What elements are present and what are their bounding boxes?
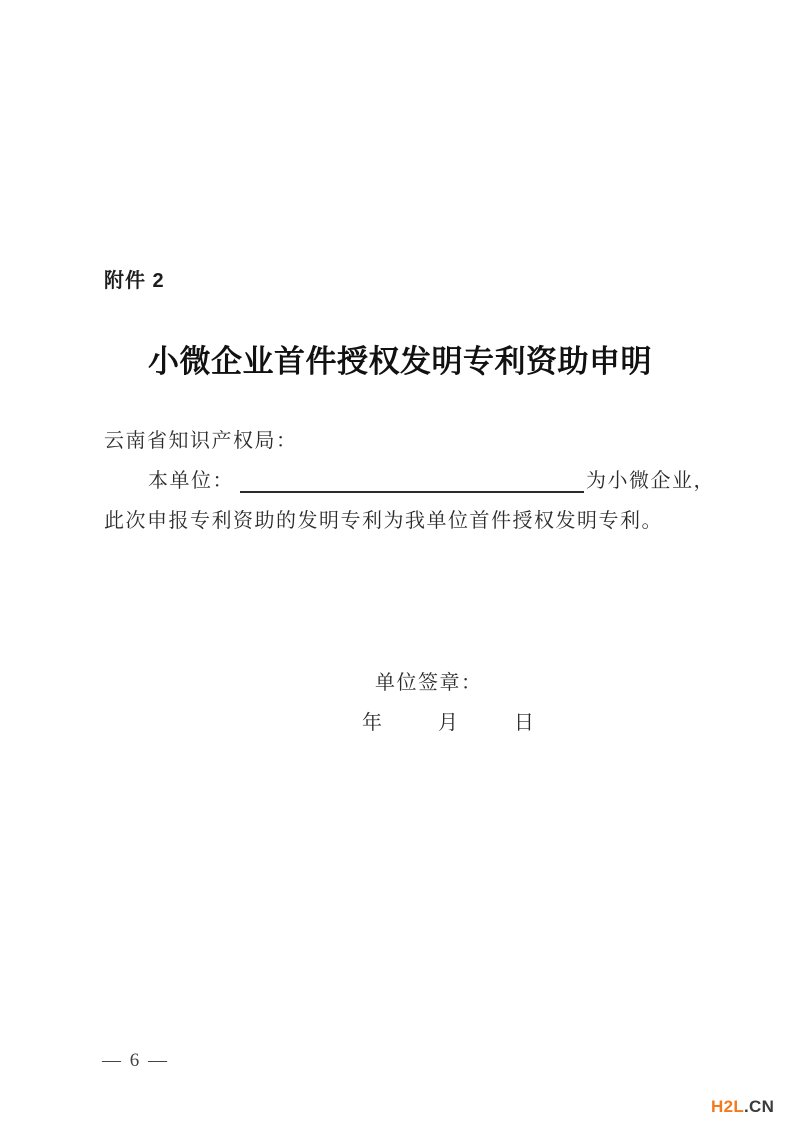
date-year-label: 年 xyxy=(362,712,382,734)
unit-label: 本单位： xyxy=(148,470,234,492)
declaration-suffix: 为小微企业， xyxy=(586,470,715,492)
date-month-label: 月 xyxy=(438,712,458,734)
watermark-primary: H2L xyxy=(711,1097,745,1116)
unit-declaration-line xyxy=(104,464,715,493)
site-watermark xyxy=(711,1097,774,1117)
salutation-line: 云南省知识产权局： xyxy=(104,430,298,452)
signature-label: 单位签章： xyxy=(375,672,483,694)
watermark-secondary: .CN xyxy=(744,1097,775,1116)
document-title: 小微企业首件授权发明专利资助申明 xyxy=(148,344,652,379)
page-number: — 6 — xyxy=(102,1050,169,1071)
attachment-label: 附件 2 xyxy=(104,270,165,292)
unit-name-blank xyxy=(240,469,584,493)
date-line xyxy=(362,706,534,735)
date-day-label: 日 xyxy=(514,712,534,734)
declaration-continuation-line: 此次申报专利资助的发明专利为我单位首件授权发明专利。 xyxy=(104,510,663,532)
